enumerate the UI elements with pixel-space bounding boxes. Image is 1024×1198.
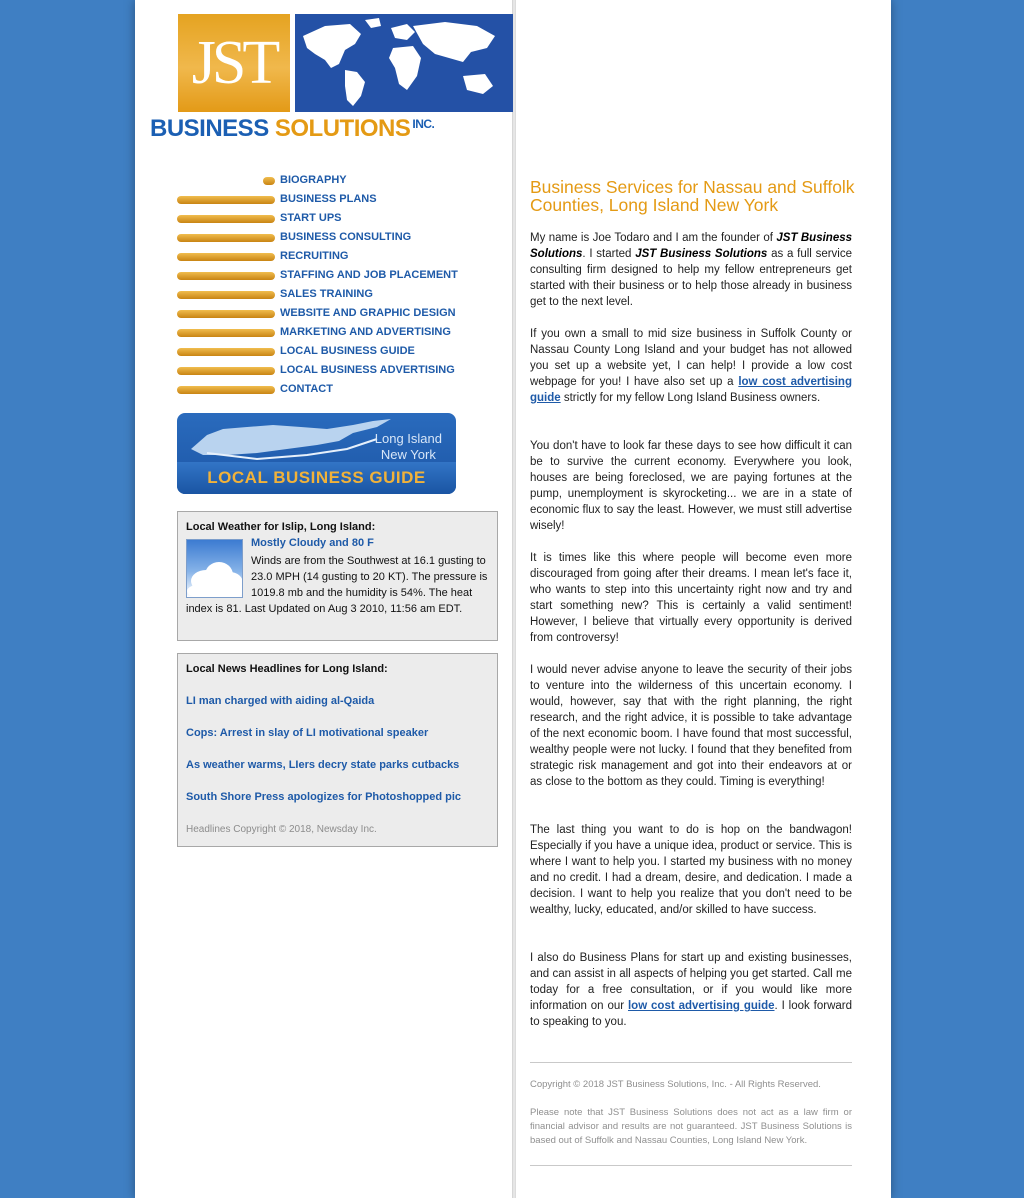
p1-text-b: . I started [582, 248, 636, 260]
p2-text-b: strictly for my fellow Long Island Business owners. [560, 392, 821, 404]
p1-text-c: as a full service consulting firm designed to help my fellow entrepreneurs get started with their business or to help those already in business get to the next level. [530, 248, 853, 308]
logo-wordmark [150, 115, 434, 143]
nav-link[interactable]: BUSINESS CONSULTING [280, 231, 412, 243]
nav-link[interactable]: SALES TRAINING [280, 288, 373, 300]
nav-bar-icon [177, 215, 275, 223]
nav-link[interactable]: STAFFING AND JOB PLACEMENT [280, 269, 458, 281]
page-title: Business Services for Nassau and Suffolk Counties, Long Island New York [530, 177, 855, 215]
p7-text-b: . I look forward to speaking to you. [530, 1000, 853, 1028]
nav-bar-icon [177, 367, 275, 375]
news-widget [177, 653, 498, 847]
logo-jst-mark: JST [178, 14, 290, 112]
business-plans-paragraph [530, 950, 852, 1030]
weather-details-wrap [186, 553, 490, 617]
logo-suffix: INC. [412, 117, 435, 131]
nav-bullet-icon [263, 177, 275, 185]
nav-bar-icon [177, 196, 275, 204]
footer-disclaimer: Please note that JST Business Solutions does not act as a law firm or financial advisor and results are not guaranteed. JST Business Solutions is based out of Suffolk and Nassau Counties, Long Island New York. [530, 1107, 852, 1146]
p2-text-a: If you own a small to mid size business in Suffolk County or Nassau County Long Island and your budget has not allowed you set up a website yet, I can help! I provide a low cost webpage for you! I have also set up a [530, 328, 852, 388]
nav-bar-icon [177, 348, 275, 356]
nav-link[interactable]: START UPS [280, 212, 342, 224]
news-copyright: Headlines Copyright © 2018, Newsday Inc. [186, 824, 377, 835]
nav-bar-icon [177, 291, 275, 299]
opportunity-paragraph: It is times like this where people will become even more discouraged from going after their dreams. I mean let's face it, who wants to step into this uncertainty right now and try and start something new? This is certainly a valid sentiment! However, I believe that virtually every opportunity is derived from controversy! [530, 552, 852, 644]
nav-bar-icon [177, 329, 275, 337]
advertising-guide-link-2[interactable]: low cost advertising guide [627, 1000, 775, 1012]
p1-text-a: My name is Joe Todaro and I am the founder of [530, 232, 777, 244]
weather-widget [177, 511, 498, 641]
nav-link[interactable]: LOCAL BUSINESS GUIDE [280, 345, 415, 357]
logo-word-business: BUSINESS [150, 115, 269, 142]
nav-bar-icon [177, 310, 275, 318]
company-name-2: JST Business Solutions [635, 248, 768, 260]
economy-paragraph: You don't have to look far these days to see how difficult it can be to survive the current economy. Everywhere you look, houses are being foreclosed, we are paying fortunes at the pump, unemployment is skyrocketing... we are in a state of economic flux to say the least. However, we must still advertise wisely! [530, 440, 852, 532]
site-logo[interactable] [150, 14, 500, 140]
website-paragraph [530, 326, 852, 406]
weather-condition[interactable]: Mostly Cloudy and 80 F [251, 537, 374, 549]
local-business-guide-banner[interactable] [177, 413, 456, 494]
p7-text-a: I also do Business Plans for start up and existing businesses, and can assist in all aspects of helping you get started. Call me today for a free consultation, or if you would like more information on our [530, 952, 852, 1012]
nav-bar-icon [177, 253, 275, 261]
banner-line-1: Long Island [374, 431, 442, 446]
nav-link[interactable]: LOCAL BUSINESS ADVERTISING [280, 364, 455, 376]
news-headline-link[interactable]: LI man charged with aiding al-Qaida [186, 695, 375, 707]
nav-link[interactable]: WEBSITE AND GRAPHIC DESIGN [280, 307, 456, 319]
nav-link[interactable]: BIOGRAPHY [280, 174, 347, 186]
news-headline-link[interactable]: As weather warms, LIers decry state parks cutbacks [186, 759, 460, 771]
news-heading: Local News Headlines for Long Island: [186, 663, 388, 675]
bandwagon-paragraph: The last thing you want to do is hop on the bandwagon! Especially if you have a unique idea, product or service. This is where I want to help you. I started my business with no money and no credit. I had a dream, desire, and dedication. I made a decision. I want to help you realize that you don't need to be wealthy, lucky, educated, and/or skilled to have success. [530, 824, 852, 916]
nav-link[interactable]: CONTACT [280, 383, 333, 395]
footer-divider-bottom [530, 1165, 852, 1166]
news-headline-link[interactable]: South Shore Press apologizes for Photoshopped pic [186, 791, 462, 803]
footer-copyright: Copyright © 2018 JST Business Solutions, Inc. - All Rights Reserved. [530, 1079, 821, 1090]
nav-link[interactable]: BUSINESS PLANS [280, 193, 377, 205]
logo-word-solutions: SOLUTIONS [274, 115, 411, 142]
news-headline-link[interactable]: Cops: Arrest in slay of LI motivational speaker [186, 727, 429, 739]
nav-bar-icon [177, 234, 275, 242]
nav-link[interactable]: MARKETING AND ADVERTISING [280, 326, 451, 338]
banner-title: LOCAL BUSINESS GUIDE [177, 462, 456, 494]
page-container [135, 0, 891, 1198]
banner-location [375, 431, 442, 463]
nav-bar-icon [177, 272, 275, 280]
column-divider [512, 0, 516, 1198]
nav-bar-icon [177, 386, 275, 394]
nav-link[interactable]: RECRUITING [280, 250, 349, 262]
banner-line-2: New York [380, 447, 436, 462]
planning-paragraph: I would never advise anyone to leave the security of their jobs to venture into the wilderness of this uncertain economy. I would, however, say that with the right planning, the right research, and the right advice, it is possible to take advantage of the next economic boom. I have found that most successful, wealthy people were not lucky. I found that they benefited from strategic risk management and got into their endeavors at or as close to the bottom as they could. Timing is everything! [530, 664, 852, 788]
weather-heading: Local Weather for Islip, Long Island: [186, 521, 376, 533]
world-map-icon [295, 14, 513, 112]
company-name-1: JST Business Solutions [530, 232, 853, 260]
intro-paragraph [530, 230, 852, 310]
advertising-guide-link[interactable]: low cost advertising guide [530, 376, 852, 404]
weather-details: Winds are from the Southwest at 16.1 gusting to 23.0 MPH (14 gusting to 20 KT). The pressure is 1019.8 mb and the humidity is 54%. The heat index is 81. Last Updated on Aug 3 2010, 11:56 am EDT. [186, 555, 488, 615]
footer-divider-top [530, 1062, 852, 1063]
